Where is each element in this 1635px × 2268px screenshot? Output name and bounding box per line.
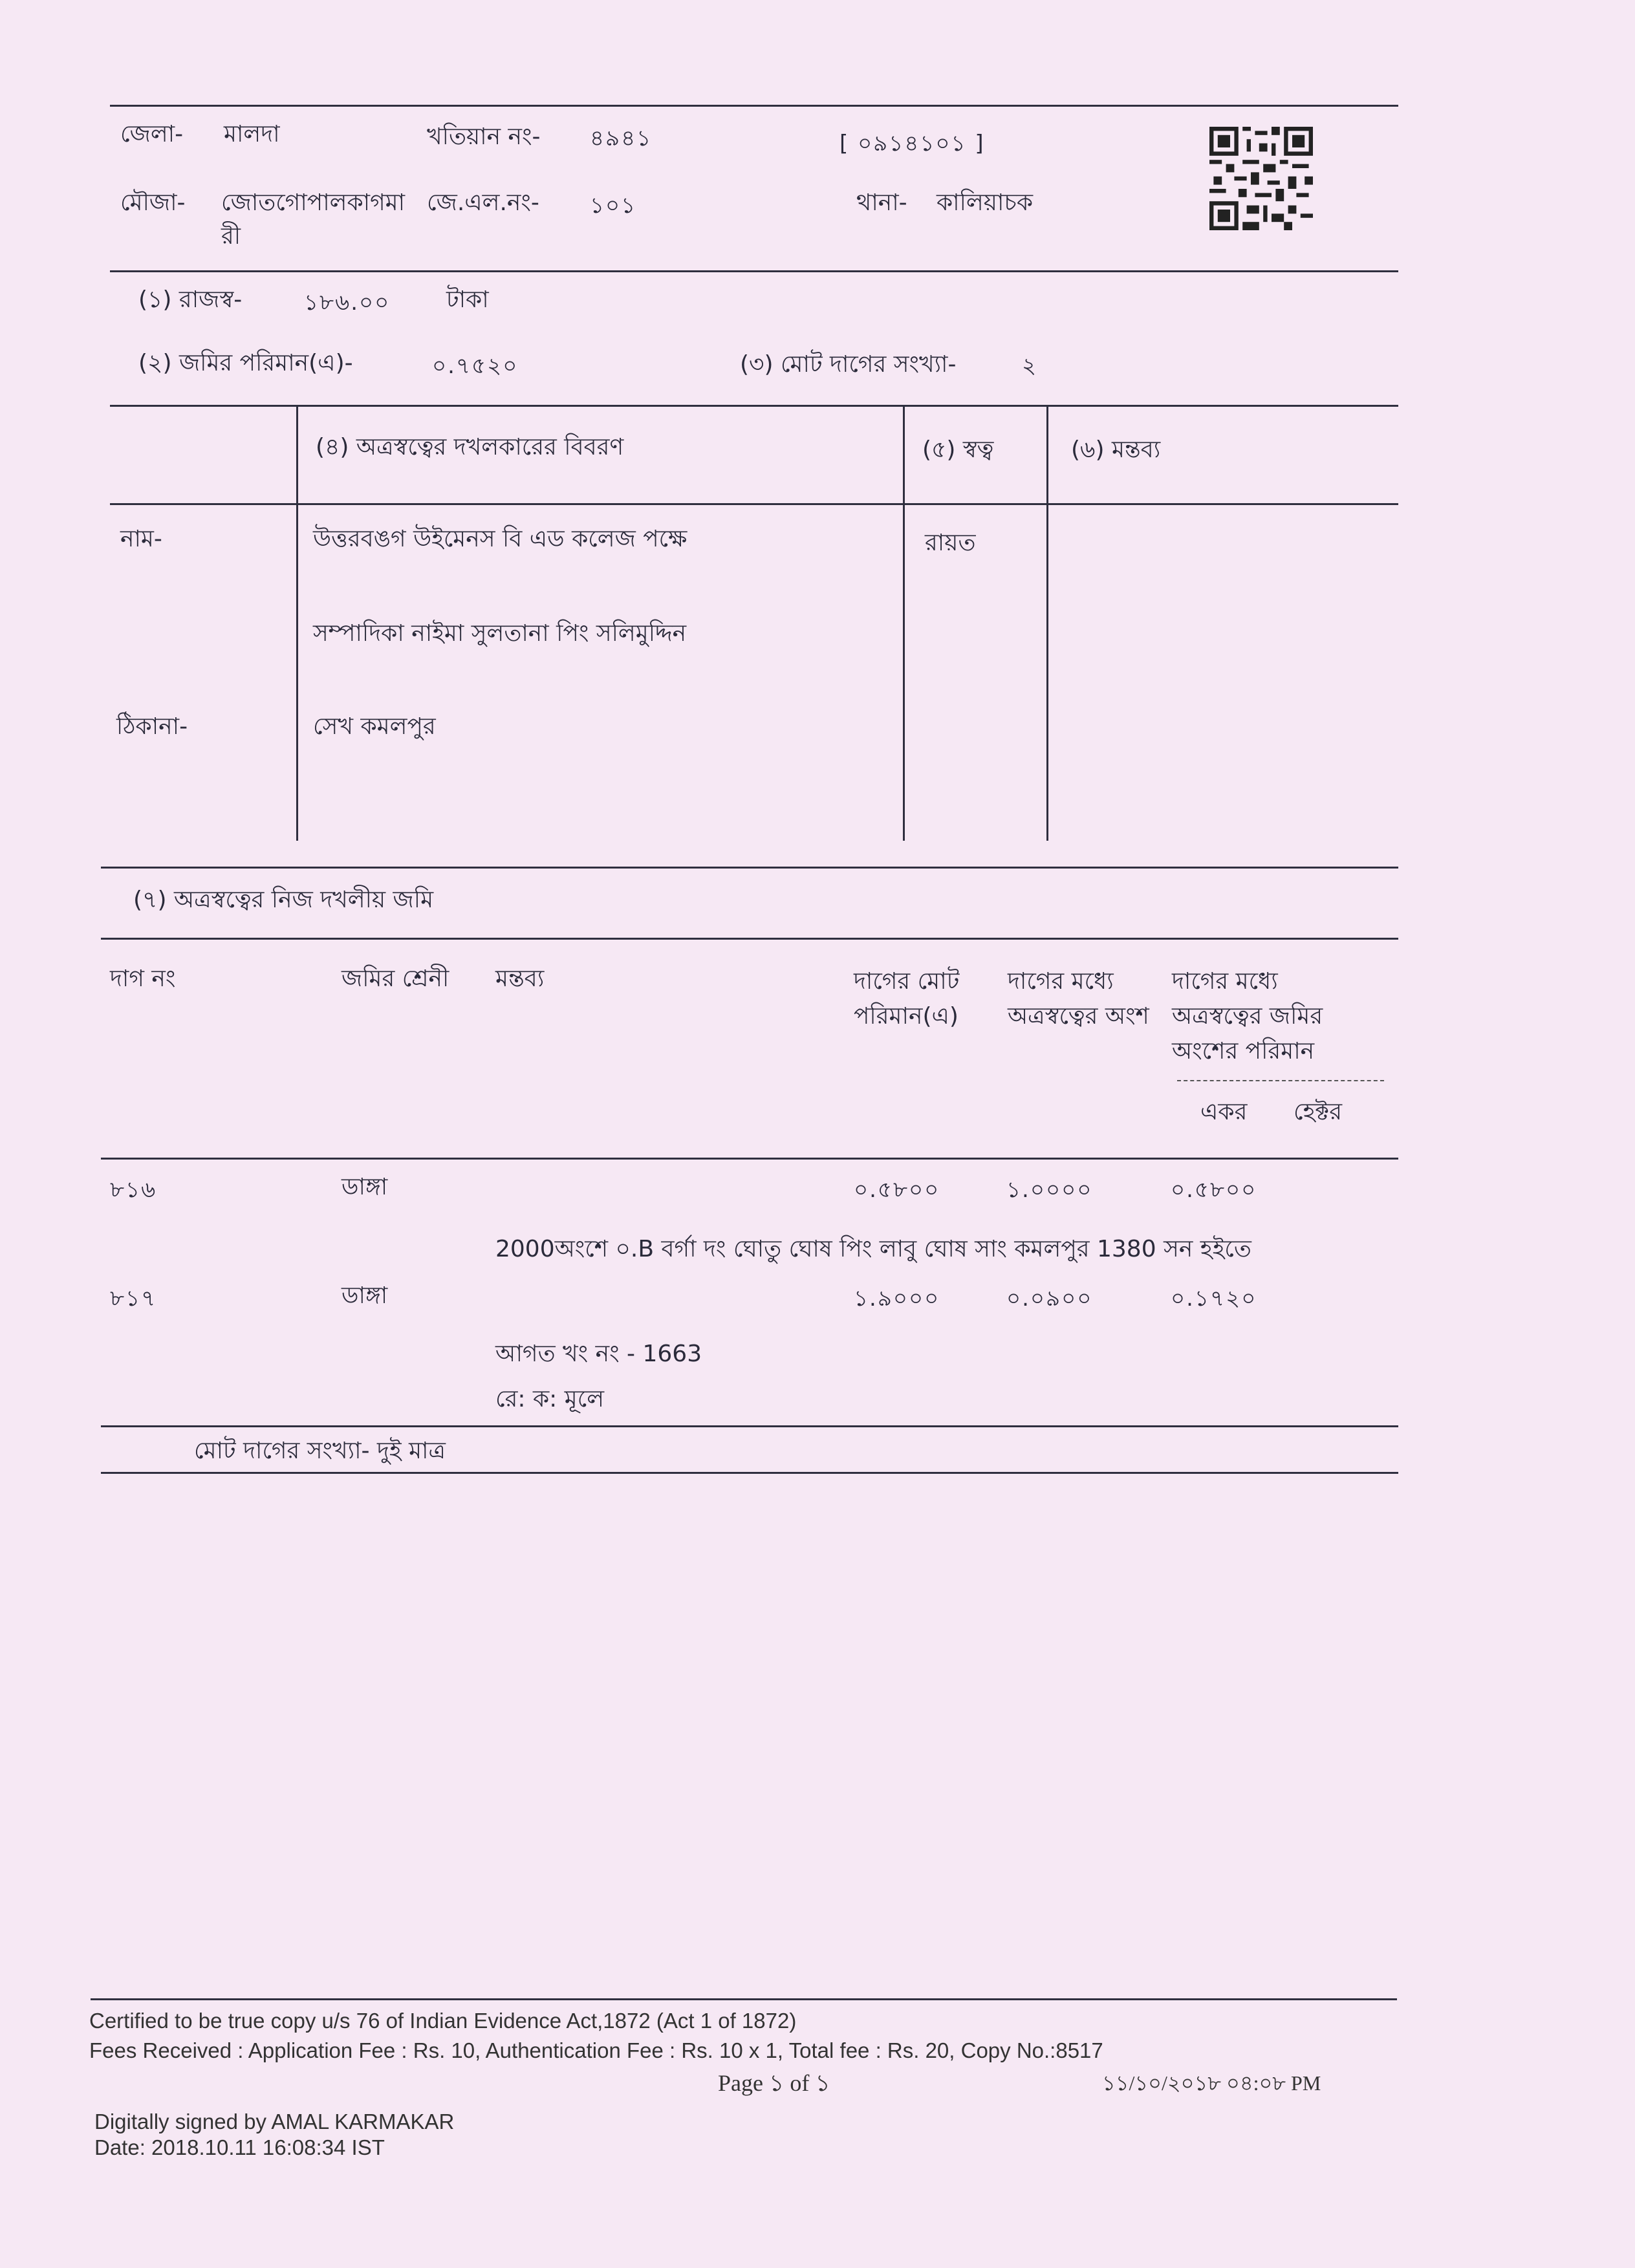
hdr-total-area-l1: দাগের মোট xyxy=(854,968,960,995)
revenue-unit: টাকা xyxy=(446,286,489,313)
hdr-land-l1: দাগের মধ্যে xyxy=(1172,968,1278,995)
name-line1: উত্তরবঙগ উইমেনস বি এড কলেজ পক্ষে xyxy=(313,526,688,552)
hdr-share-l1: দাগের মধ্যে xyxy=(1008,968,1114,995)
jl-label: জে.এল.নং- xyxy=(427,189,539,216)
thana-label: থানা- xyxy=(856,189,907,216)
row1-dag: ৮১৬ xyxy=(110,1177,157,1203)
hdr-dashed-divider xyxy=(1177,1080,1384,1081)
note-after-1: আগত খং নং - 1663 xyxy=(495,1341,702,1367)
occupier-col-divider-1 xyxy=(296,405,298,841)
mouza-label: মৌজা- xyxy=(120,189,186,216)
col6-header: (৬) মন্তব্য xyxy=(1071,437,1161,463)
hdr-hectare: হেক্টর xyxy=(1294,1099,1343,1125)
digital-signature: Digitally signed by AMAL KARMAKAR xyxy=(94,2110,455,2133)
occupier-col-divider-3 xyxy=(1046,405,1048,841)
occupier-col-divider-2 xyxy=(903,405,905,841)
header-bottom-rule xyxy=(110,270,1398,272)
print-timestamp: ১১/১০/২০১৮ ০৪:০৮ PM xyxy=(1102,2071,1321,2095)
district-value: মালদা xyxy=(224,121,280,147)
row2-dag: ৮১৭ xyxy=(110,1286,157,1312)
page-number: Page ১ of ১ xyxy=(718,2070,830,2096)
fees-text: Fees Received : Application Fee : Rs. 10, Authentication Fee : Rs. 10 x 1, Total fee : Rs. 20, Copy No.:8517 xyxy=(89,2038,1103,2062)
hdr-total-area-l2: পরিমান(এ) xyxy=(854,1003,958,1030)
note-between: 2000অংশে ০.B বর্গা দং ঘোতু ঘোষ পিং লাবু ঘোষ সাং কমলপুর 1380 সন হইতে xyxy=(495,1236,1251,1262)
revenue-value: ১৮৬.০০ xyxy=(304,290,391,316)
land-section-top xyxy=(101,867,1398,869)
hdr-land-l2: অত্রস্বত্বের জমির xyxy=(1172,1003,1323,1030)
khatian-label: খতিয়ান নং- xyxy=(427,124,541,150)
area-label: (২) জমির পরিমান(এ)- xyxy=(138,350,353,376)
hdr-remarks: মন্তব্য xyxy=(495,966,545,992)
top-rule xyxy=(110,105,1398,107)
total-plots-text: মোট দাগের সংখ্যা- দুই মাত্র xyxy=(194,1438,446,1464)
khatian-code: [ ০৯১৪১০১ ] xyxy=(839,131,985,157)
occupier-table-header-rule xyxy=(110,503,1398,505)
certified-text: Certified to be true copy u/s 76 of Indian Evidence Act,1872 (Act 1 of 1872) xyxy=(89,2009,797,2033)
land-header-bottom-rule xyxy=(101,1158,1398,1160)
occupier-table-top xyxy=(110,405,1398,407)
note-after-2: রে: ক: মূলে xyxy=(495,1386,605,1412)
land-header-top-rule xyxy=(101,938,1398,940)
thana-value: কালিয়াচক xyxy=(937,189,1034,216)
row1-total: ০.৫৮০০ xyxy=(854,1177,940,1203)
name-label: নাম- xyxy=(120,526,162,552)
row2-total: ১.৯০০০ xyxy=(854,1286,940,1312)
row1-area: ০.৫৮০০ xyxy=(1171,1177,1257,1203)
jl-value: ১০১ xyxy=(590,193,637,219)
mouza-value-line2: রী xyxy=(221,223,241,250)
hdr-share-l2: অত্রস্বত্বের অংশ xyxy=(1008,1003,1149,1030)
col5-header: (৫) স্বত্ব xyxy=(922,437,994,463)
footer-top-rule xyxy=(91,1998,1397,2000)
signature-date: Date: 2018.10.11 16:08:34 IST xyxy=(94,2135,385,2159)
plots-value: ২ xyxy=(1022,353,1038,379)
hdr-land-l3: অংশের পরিমান xyxy=(1172,1038,1315,1064)
row1-class: ডাঙ্গা xyxy=(341,1174,388,1200)
area-value: ০.৭৫২০ xyxy=(432,353,519,379)
land-section-title: (৭) অত্রস্বত্বের নিজ দখলীয় জমি xyxy=(133,887,434,913)
col4-header: (৪) অত্রস্বত্বের দখলকারের বিবরণ xyxy=(316,434,624,460)
hdr-acre: একর xyxy=(1200,1099,1248,1125)
row2-class: ডাঙ্গা xyxy=(341,1282,388,1309)
plots-label: (৩) মোট দাগের সংখ্যা- xyxy=(740,351,957,378)
land-table-bottom-rule xyxy=(101,1425,1398,1427)
row2-share: ০.০৯০০ xyxy=(1006,1286,1093,1312)
hdr-dag-no: দাগ নং xyxy=(110,966,176,992)
address-label: ঠিকানা- xyxy=(116,713,188,740)
right-value: রায়ত xyxy=(925,530,976,556)
address-value: সেখ কমলপুর xyxy=(313,713,436,740)
khatian-value: ৪৯৪১ xyxy=(590,125,653,151)
name-line2: সম্পাদিকা নাইমা সুলতানা পিং সলিমুদ্দিন xyxy=(313,620,687,647)
hdr-land-class: জমির শ্রেনী xyxy=(341,966,449,992)
mouza-value-line1: জোতগোপালকাগমা xyxy=(221,189,406,216)
row2-area: ০.১৭২০ xyxy=(1171,1286,1257,1312)
revenue-label: (১) রাজস্ব- xyxy=(138,286,243,313)
row1-share: ১.০০০০ xyxy=(1006,1177,1093,1203)
land-section-end-rule xyxy=(101,1472,1398,1474)
district-label: জেলা- xyxy=(120,121,184,147)
qr-code-icon xyxy=(1209,127,1313,230)
